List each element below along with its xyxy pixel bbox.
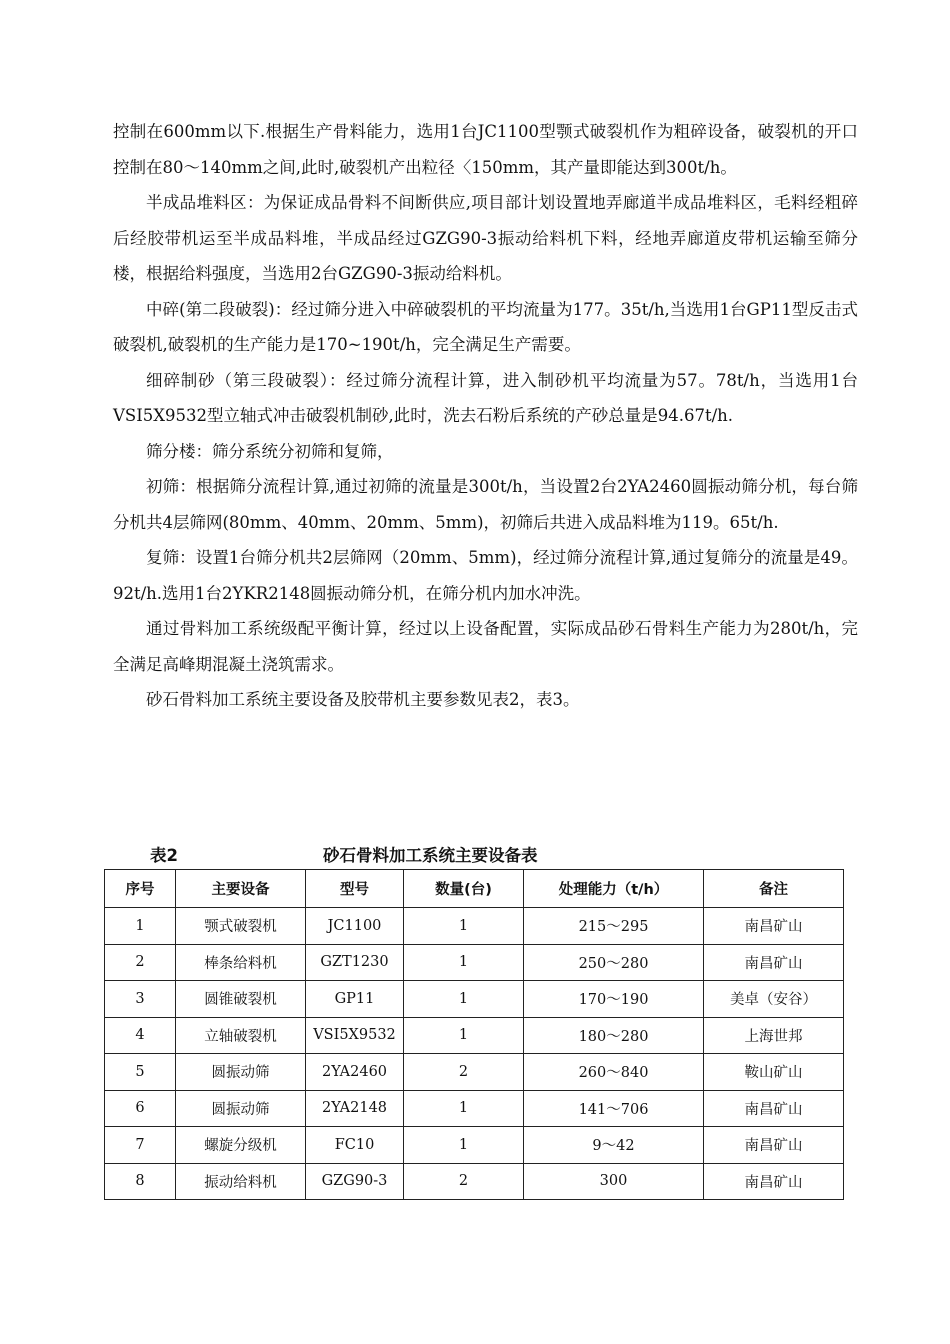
- table-row: [105, 981, 844, 1018]
- header-index: 序号: [105, 870, 176, 908]
- cell-remarks: 南昌矿山: [704, 1127, 844, 1164]
- cell-model: 2YA2148: [306, 1090, 404, 1127]
- cell-capacity: 180～280: [524, 1017, 704, 1054]
- header-capacity: 处理能力（t/h）: [524, 870, 704, 908]
- header-model: 型号: [306, 870, 404, 908]
- paragraph: 控制在600mm以下.根据生产骨料能力，选用1台JC1100型颚式破裂机作为粗碎设备，破裂机的开口控制在80～140mm之间,此时,破裂机产出粒径〈150mm，其产量即能达到300t/h。: [113, 122, 858, 177]
- cell-remarks: 南昌矿山: [704, 944, 844, 981]
- cell-model: GP11: [306, 981, 404, 1018]
- table-row: [105, 1090, 844, 1127]
- cell-quantity: 2: [404, 1054, 524, 1091]
- table-row: [105, 1017, 844, 1054]
- cell-remarks: 美卓（安谷）: [704, 981, 844, 1018]
- header-quantity: 数量(台): [404, 870, 524, 908]
- table-row: [105, 944, 844, 981]
- cell-model: VSI5X9532: [306, 1017, 404, 1054]
- cell-equipment: 圆锥破裂机: [176, 981, 306, 1018]
- cell-capacity: 170～190: [524, 981, 704, 1018]
- cell-equipment: 螺旋分级机: [176, 1127, 306, 1164]
- table-number: 表2: [150, 846, 178, 865]
- cell-index: 3: [105, 981, 176, 1018]
- cell-index: 5: [105, 1054, 176, 1091]
- table-caption: [0, 842, 950, 866]
- cell-equipment: 圆振动筛: [176, 1090, 306, 1127]
- cell-quantity: 2: [404, 1163, 524, 1200]
- cell-equipment: 圆振动筛: [176, 1054, 306, 1091]
- cell-model: GZG90-3: [306, 1163, 404, 1200]
- cell-capacity: 141～706: [524, 1090, 704, 1127]
- header-equipment: 主要设备: [176, 870, 306, 908]
- cell-quantity: 1: [404, 1127, 524, 1164]
- paragraph: 中碎(第二段破裂)：经过筛分进入中碎破裂机的平均流量为177。35t/h,当选用1台GP11型反击式破裂机,破裂机的生产能力是170~190t/h，完全满足生产需要。: [113, 299, 858, 354]
- cell-equipment: 颚式破裂机: [176, 908, 306, 945]
- table-row: [105, 1127, 844, 1164]
- table-row: [105, 1163, 844, 1200]
- cell-model: FC10: [306, 1127, 404, 1164]
- paragraph: 细碎制砂（第三段破裂）：经过筛分流程计算，进入制砂机平均流量为57。78t/h，当选用1台VSI5X9532型立轴式冲击破裂机制砂,此时，洗去石粉后系统的产砂总量是94.67t/h.: [113, 370, 858, 425]
- cell-index: 4: [105, 1017, 176, 1054]
- cell-remarks: 南昌矿山: [704, 1163, 844, 1200]
- paragraph: 初筛：根据筛分流程计算,通过初筛的流量是300t/h，当设置2台2YA2460圆振动筛分机，每台筛分机共4层筛网(80mm、40mm、20mm、5mm)，初筛后共进入成品料堆为119。65t/h.: [113, 477, 858, 532]
- paragraph: 通过骨料加工系统级配平衡计算，经过以上设备配置，实际成品砂石骨料生产能力为280t/h，完全满足高峰期混凝土浇筑需求。: [113, 619, 858, 674]
- cell-equipment: 振动给料机: [176, 1163, 306, 1200]
- cell-remarks: 上海世邦: [704, 1017, 844, 1054]
- paragraph: 砂石骨料加工系统主要设备及胶带机主要参数见表2，表3。: [146, 690, 580, 709]
- cell-capacity: 9～42: [524, 1127, 704, 1164]
- cell-remarks: 鞍山矿山: [704, 1054, 844, 1091]
- cell-quantity: 1: [404, 1090, 524, 1127]
- cell-quantity: 1: [404, 981, 524, 1018]
- paragraph: 筛分楼：筛分系统分初筛和复筛，: [146, 441, 394, 461]
- cell-equipment: 棒条给料机: [176, 944, 306, 981]
- cell-capacity: 250～280: [524, 944, 704, 981]
- equipment-table: [104, 869, 844, 1200]
- cell-remarks: 南昌矿山: [704, 1090, 844, 1127]
- table-title: 砂石骨料加工系统主要设备表: [323, 846, 538, 865]
- cell-capacity: 300: [524, 1163, 704, 1200]
- table-row: [105, 1054, 844, 1091]
- cell-index: 7: [105, 1127, 176, 1164]
- body-text: [113, 114, 858, 718]
- paragraph: 复筛：设置1台筛分机共2层筛网（20mm、5mm)，经过筛分流程计算,通过复筛分的流量是49。92t/h.选用1台2YKR2148圆振动筛分机，在筛分机内加水冲洗。: [113, 548, 858, 603]
- cell-model: 2YA2460: [306, 1054, 404, 1091]
- cell-capacity: 215～295: [524, 908, 704, 945]
- cell-index: 8: [105, 1163, 176, 1200]
- paragraph: 半成品堆料区：为保证成品骨料不间断供应,项目部计划设置地弄廊道半成品堆料区，毛料经粗碎后经胶带机运至半成品料堆，半成品经过GZG90-3振动给料机下料，经地弄廊道皮带机运输至筛分楼，根据给料强度，当选用2台GZG90-3振动给料机。: [113, 193, 858, 283]
- cell-remarks: 南昌矿山: [704, 908, 844, 945]
- header-remarks: 备注: [704, 870, 844, 908]
- cell-capacity: 260～840: [524, 1054, 704, 1091]
- cell-index: 6: [105, 1090, 176, 1127]
- table-row: [105, 908, 844, 945]
- cell-model: JC1100: [306, 908, 404, 945]
- cell-quantity: 1: [404, 1017, 524, 1054]
- cell-index: 1: [105, 908, 176, 945]
- table-header-row: [105, 870, 844, 908]
- cell-equipment: 立轴破裂机: [176, 1017, 306, 1054]
- table-body: [105, 908, 844, 1200]
- cell-model: GZT1230: [306, 944, 404, 981]
- cell-index: 2: [105, 944, 176, 981]
- cell-quantity: 1: [404, 944, 524, 981]
- cell-quantity: 1: [404, 908, 524, 945]
